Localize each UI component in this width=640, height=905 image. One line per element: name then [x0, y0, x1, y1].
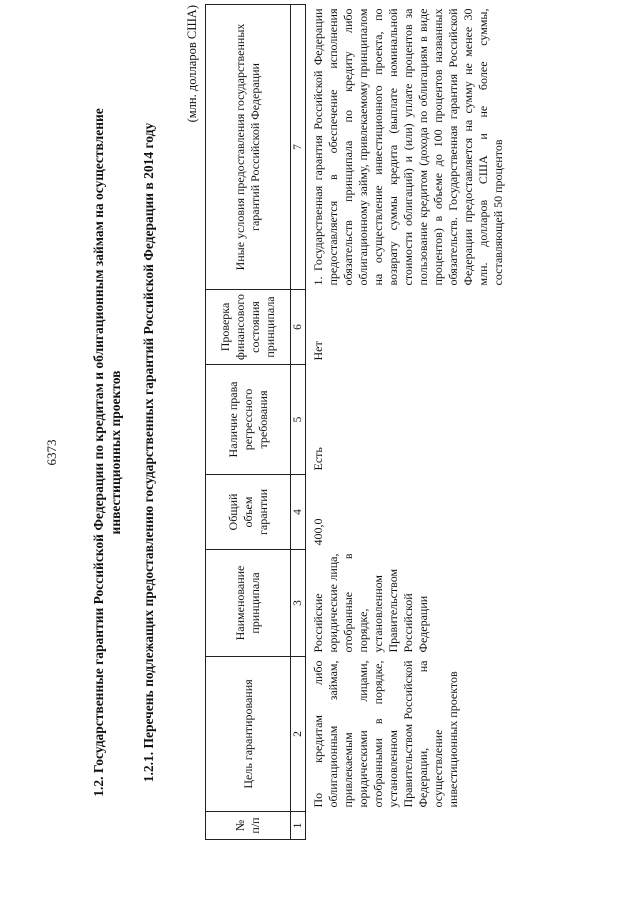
- header-other-conditions: Иные условия предоставления государственных гарантий Российской Федерации: [206, 5, 291, 290]
- column-number-3: 3: [291, 550, 306, 657]
- column-number-2: 2: [291, 657, 306, 812]
- table-row: [306, 5, 507, 840]
- column-number-7: 7: [291, 5, 306, 290]
- header-recourse: Наличие права регрессного требования: [206, 365, 291, 475]
- column-number-row: [291, 5, 306, 840]
- header-purpose: Цель гарантирования: [206, 657, 291, 812]
- header-number: № п/п: [206, 812, 291, 840]
- column-number-6: 6: [291, 290, 306, 365]
- column-number-1: 1: [291, 812, 306, 840]
- table-header-row: [206, 5, 291, 840]
- cell-other-conditions: 1. Государственная гарантия Российской Федерации предоставляется в обеспечение исполнения обязательств принципала по кредиту либо облигационному займу, привлекаемому принципалом на осуществление инвестиционного проекта, по возврату суммы кредита (выплате номинальной стоимости облигаций) и (или) уплате процентов за пользование кредитом (дохода по облигациям в виде процентов) в объеме до 100 процентов названных обязательств. Государственная гарантия Российской Федерации предоставляется на сумму не менее 30 млн. долларов США и не более суммы, составляющей 50 процентов: [311, 8, 505, 286]
- cell-recourse: Есть: [311, 447, 325, 471]
- page-number: 6373: [44, 439, 59, 466]
- header-principal: Наименование принципала: [206, 550, 291, 657]
- column-number-4: 4: [291, 475, 306, 550]
- column-number-5: 5: [291, 365, 306, 475]
- cell-amount: 400,0: [311, 518, 325, 546]
- cell-number: [306, 812, 507, 840]
- section-title: 1.2. Государственные гарантии Российской Федерации по кредитам и облигационным займам на осуществление инвестиционных проектов: [91, 108, 123, 797]
- subsection-title: 1.2.1. Перечень подлежащих предоставлению государственных гарантий Российской Федерации в 2014 году: [141, 122, 156, 783]
- cell-financial-check: Нет: [311, 341, 325, 361]
- units-note: (млн. долларов США): [185, 5, 199, 123]
- cell-principal: Российские юридические лица, отобранные в порядке, установленном Правительством Российской Федерации: [311, 553, 430, 653]
- header-financial-check: Проверка финансового состояния принципала: [206, 290, 291, 365]
- guarantees-table: [205, 4, 506, 840]
- header-amount: Общий объем гарантии: [206, 475, 291, 550]
- cell-purpose: По кредитам либо облигационным займам, привлекаемым юридическими лицами, отобранными в порядке, установленном Правительством Российской Федерации, на осуществление инвестиционных проектов: [311, 660, 460, 808]
